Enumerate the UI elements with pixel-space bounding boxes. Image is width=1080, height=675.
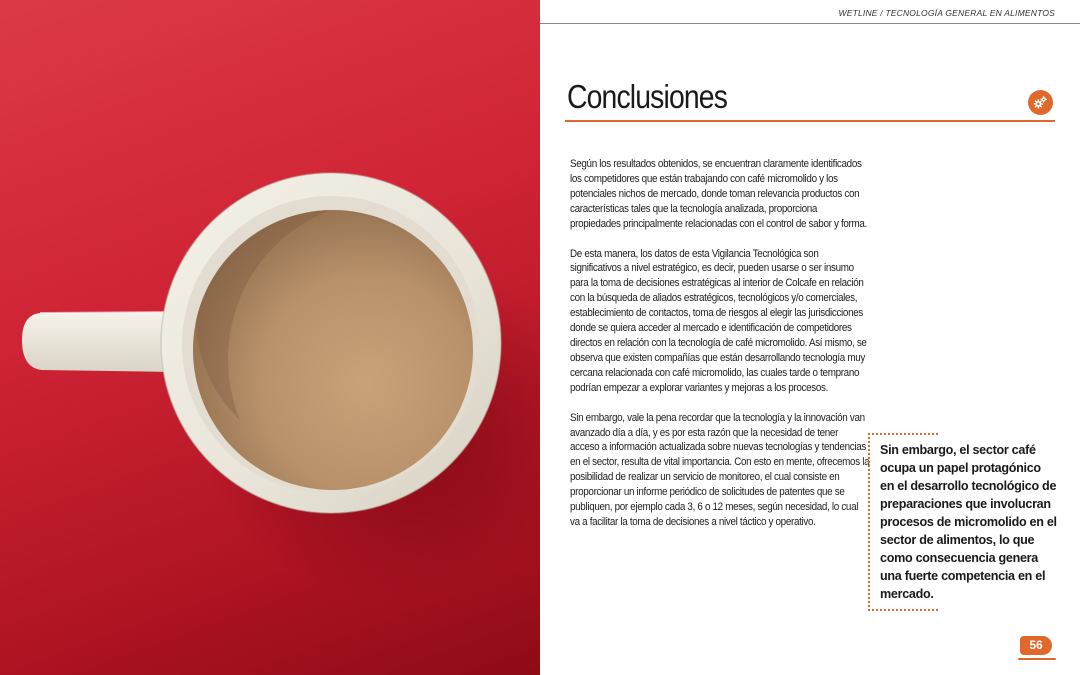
article-body (570, 157, 870, 545)
page-number: 56 (1020, 636, 1052, 655)
gears-icon (1028, 90, 1053, 115)
article-page (540, 0, 1080, 675)
header-divider (540, 23, 1080, 24)
pullquote-border-top (868, 433, 938, 435)
page-number-underline (1018, 658, 1056, 660)
gears-icon-glyph (1032, 94, 1049, 111)
paragraph-1: Según los resultados obtenidos, se encuentran claramente identificados los competidores que están trabajando con café micromolido y los potenciales nichos de mercado, donde toman relevancia productos con características tales que la tecnología analizada, proporciona propiedades principalmente relacionadas con el control de sabor y forma. (570, 158, 867, 230)
paragraph-3: Sin embargo, vale la pena recordar que la tecnología y la innovación van avanzado día a día, y es por esta razón que la necesidad de tener acceso a información actualizada sobre nuevas tecnologías y tendencias en el sector, resulta de vital importancia. Con esto en mente, ofrecemos la posibilidad de realizar un servicio de monitoreo, el cual consiste en proporcionar un informe periódico de solicitudes de patentes que se publiquen, por ejemplo cada 3, 6 o 12 meses, según necesidad, lo cual va a facilitar la toma de decisiones a nivel táctico y operativo. (570, 411, 870, 528)
pullquote (868, 433, 1058, 611)
pullquote-text: Sin embargo, el sector café ocupa un papel protagónico en el desarrollo tecnológico de preparaciones que involucran procesos de micromolido en el sector de alimentos, lo que como consecuencia genera una fuerte competencia en el mercado. (880, 443, 1057, 601)
running-header: WETLINE / TECNOLOGÍA GENERAL EN ALIMENTOS (838, 8, 1055, 18)
pullquote-border-left (868, 433, 870, 611)
paragraph-2: De esta manera, los datos de esta Vigilancia Tecnológica son significativos a nivel estratégico, es decir, pueden usarse o ser insumo para la toma de decisiones estratégicas al interior de Colcafe en relación con la búsqueda de aliados estratégicos, tecnológicos y/o comerciales, establecimiento de contactos, toma de riesgos al elegir las jurisdicciones donde se quiera acceder al mercado e identificación de competidores directos en relación con la tecnología de café micromolido. Así mismo, se observa que existen compañías que están desarrollando tecnología muy cercana relacionada con café micromolido, las cuales tarde o temprano podrían empezar a explorar variantes y mejoras a los procesos. (570, 247, 867, 394)
section-title: Conclusiones (567, 78, 728, 115)
pullquote-border-bottom (868, 609, 938, 611)
title-underline (565, 120, 1055, 122)
